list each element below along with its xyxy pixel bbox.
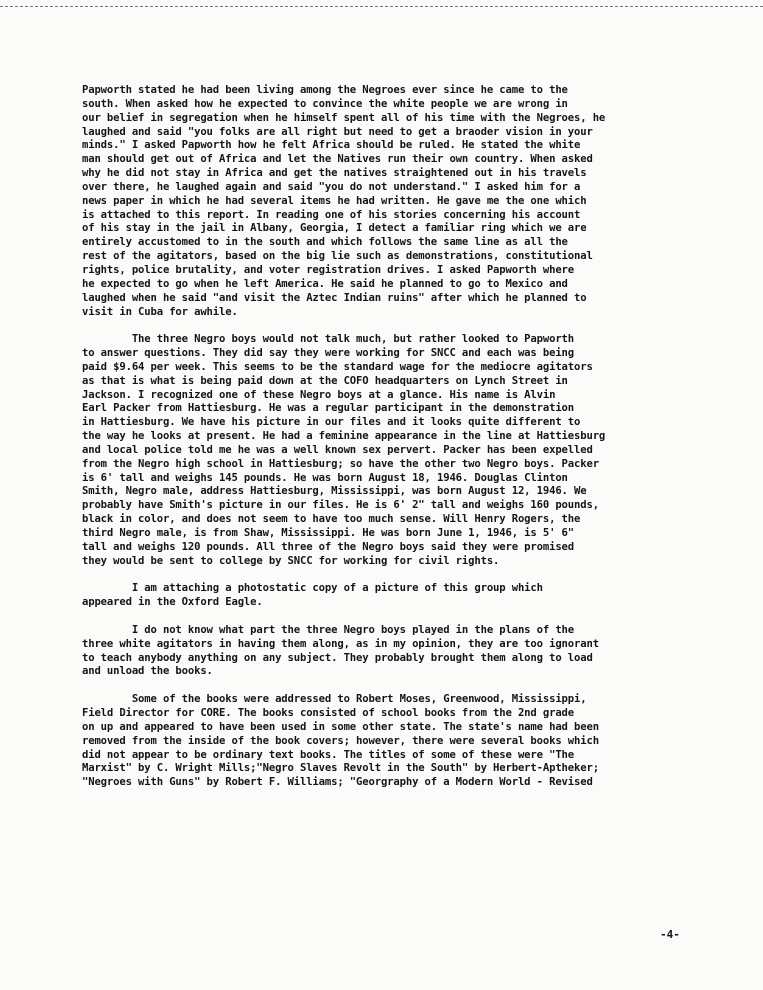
text-line: our belief in segregation when he himself spent all of his time with the Negroes, he bbox=[82, 111, 606, 124]
text-line: entirely accustomed to in the south and which follows the same line as all the bbox=[82, 236, 568, 249]
text-line: black in color, and does not seem to have too much sense. Will Henry Rogers, the bbox=[82, 513, 581, 526]
text-line: news paper in which he had several items he had written. He gave me the one which bbox=[82, 194, 587, 207]
text-line: to answer questions. They did say they were working for SNCC and each was being bbox=[82, 347, 575, 360]
paragraph bbox=[82, 624, 722, 679]
text-line: south. When asked how he expected to convince the white people we are wrong in bbox=[82, 97, 568, 110]
text-line: laughed and said "you folks are all right but need to get a braoder vision in your bbox=[82, 125, 593, 138]
page-top-edge bbox=[0, 6, 763, 7]
text-line: the way he looks at present. He had a feminine appearance in the line at Hattiesburg bbox=[82, 430, 606, 443]
text-line: Jackson. I recognized one of these Negro boys at a glance. His name is Alvin bbox=[82, 388, 556, 401]
text-line: why he did not stay in Africa and get the natives straightened out in his travels bbox=[82, 167, 587, 180]
text-line: and local police told me he was a well known sex pervert. Packer has been expelled bbox=[82, 443, 593, 456]
text-line: visit in Cuba for awhile. bbox=[82, 305, 238, 318]
paragraph bbox=[82, 333, 722, 568]
text-line: as that is what is being paid down at the COFO headquarters on Lynch Street in bbox=[82, 374, 568, 387]
text-line: Earl Packer from Hattiesburg. He was a regular participant in the demonstration bbox=[82, 402, 575, 415]
text-line: of his stay in the jail in Albany, Georgia, I detect a familiar ring which we are bbox=[82, 222, 587, 235]
text-line: over there, he laughed again and said "you do not understand." I asked him for a bbox=[82, 180, 581, 193]
text-line: they would be sent to college by SNCC for working for civil rights. bbox=[82, 554, 500, 567]
paragraph bbox=[82, 693, 722, 790]
text-line: man should get out of Africa and let the Natives run their own country. When asked bbox=[82, 153, 593, 166]
text-line: "Negroes with Guns" by Robert F. Williams; "Georgraphy of a Modern World - Revised bbox=[82, 776, 593, 789]
text-line: laughed when he said "and visit the Aztec Indian ruins" after which he planned to bbox=[82, 291, 587, 304]
text-line: from the Negro high school in Hattiesburg; so have the other two Negro boys. Packer bbox=[82, 457, 599, 470]
text-line: Marxist" by C. Wright Mills;"Negro Slaves Revolt in the South" by Herbert-Aptheker; bbox=[82, 762, 599, 775]
document-body bbox=[82, 84, 722, 804]
text-line: rights, police brutality, and voter registration drives. I asked Papworth where bbox=[82, 263, 575, 276]
paragraph bbox=[82, 84, 722, 319]
text-line: Papworth stated he had been living among the Negroes ever since he came to the bbox=[82, 84, 568, 96]
text-line: I do not know what part the three Negro boys played in the plans of the bbox=[82, 623, 575, 636]
text-line: in Hattiesburg. We have his picture in our files and it looks quite different to bbox=[82, 416, 581, 429]
text-line: third Negro male, is from Shaw, Mississippi. He was born June 1, 1946, is 5' 6" bbox=[82, 527, 575, 539]
text-line: he expected to go when he left America. He said he planned to go to Mexico and bbox=[82, 277, 568, 290]
text-line: Some of the books were addressed to Robert Moses, Greenwood, Mississippi, bbox=[82, 693, 587, 706]
text-line: The three Negro boys would not talk much, but rather looked to Papworth bbox=[82, 333, 575, 346]
text-line: rest of the agitators, based on the big lie such as demonstrations, constitutional bbox=[82, 250, 593, 263]
text-line: is 6' tall and weighs 145 pounds. He was born August 18, 1946. Douglas Clinton bbox=[82, 471, 568, 484]
text-line: is attached to this report. In reading one of his stories concerning his account bbox=[82, 208, 581, 221]
text-line: paid $9.64 per week. This seems to be the standard wage for the mediocre agitators bbox=[82, 360, 593, 373]
text-line: three white agitators in having them along, as in my opinion, they are too ignorant bbox=[82, 637, 599, 650]
text-line: did not appear to be ordinary text books. The titles of some of these were "The bbox=[82, 748, 575, 761]
text-line: Smith, Negro male, address Hattiesburg, Mississippi, was born August 12, 1946. We bbox=[82, 485, 587, 498]
text-line: removed from the inside of the book covers; however, there were several books which bbox=[82, 734, 599, 747]
text-line: to teach anybody anything on any subject. They probably brought them along to load bbox=[82, 651, 593, 664]
text-line: tall and weighs 120 pounds. All three of the Negro boys said they were promised bbox=[82, 540, 575, 553]
text-line: minds." I asked Papworth how he felt Africa should be ruled. He stated the white bbox=[82, 139, 581, 152]
text-line: Field Director for CORE. The books consisted of school books from the 2nd grade bbox=[82, 706, 575, 719]
paragraph bbox=[82, 582, 722, 610]
text-line: on up and appeared to have been used in some other state. The state's name had been bbox=[82, 720, 599, 733]
text-line: and unload the books. bbox=[82, 665, 213, 678]
text-line: probably have Smith's picture in our files. He is 6' 2" tall and weighs 160 pounds, bbox=[82, 499, 599, 512]
text-line: I am attaching a photostatic copy of a picture of this group which bbox=[82, 582, 543, 595]
page-number: -4- bbox=[660, 928, 680, 941]
text-line: appeared in the Oxford Eagle. bbox=[82, 596, 263, 609]
